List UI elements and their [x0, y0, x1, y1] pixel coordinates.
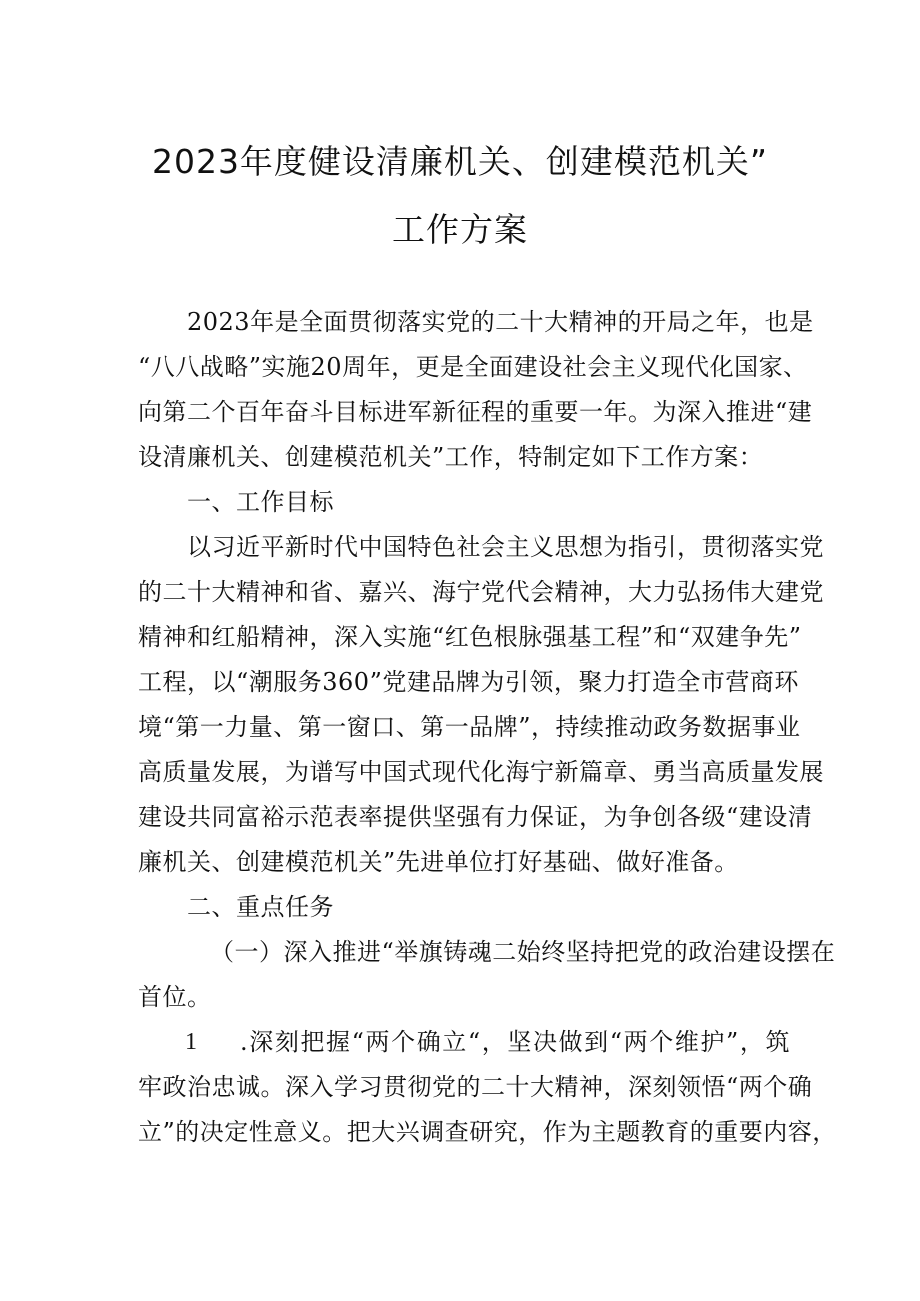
section1-line: 的二十大精神和省、嘉兴、海宁党代会精神，大力弘扬伟大建党	[138, 578, 824, 606]
intro-line: 2023年是全面贯彻落实党的二十大精神的开局之年，也是	[187, 308, 814, 336]
item-line: 立”的决定性意义。把大兴调查研究，作为主题教育的重要内容，	[138, 1118, 837, 1146]
item-line: 牢政治忠诚。深入学习贯彻党的二十大精神，深刻领悟“两个确	[138, 1073, 813, 1101]
intro-line: 向第二个百年奋斗目标进军新征程的重要一年。为深入推进“建	[138, 398, 813, 426]
intro-line: 设清廉机关、创建模范机关”工作，特制定如下工作方案：	[138, 443, 764, 471]
document-title: 2023年度健设清廉机关、创建模范机关”	[151, 142, 769, 181]
section1-line: 建设共同富裕示范表率提供坚强有力保证，为争创各级“建设清	[138, 803, 813, 831]
section1-line: 境“第一力量、第一窗口、第一品牌”，持续推动政务数据事业	[138, 713, 801, 741]
section1-line: 以习近平新时代中国特色社会主义思想为指引，贯彻落实党	[187, 533, 824, 561]
item-line: .深刻把握“两个确立“，坚决做到“两个维护”，筑	[240, 1028, 790, 1056]
document-subtitle: 工作方案	[392, 210, 528, 249]
intro-line: “八八战略”实施20周年，更是全面建设社会主义现代化国家、	[138, 353, 808, 381]
section-heading: 二、重点任务	[187, 893, 334, 921]
item-number: 1	[185, 1029, 197, 1055]
section1-line: 廉机关、创建模范机关”先进单位打好基础、做好准备。	[138, 848, 739, 876]
section-heading: 一、工作目标	[187, 488, 334, 516]
section1-line: 高质量发展，为谱写中国式现代化海宁新篇章、勇当高质量发展	[138, 758, 824, 786]
subsection-line: 首位。	[138, 983, 212, 1011]
subsection-line: （一）深入推进“举旗铸魂二始终坚持把党的政治建设摆在	[210, 938, 836, 966]
section1-line: 工程，以“潮服务360”党建品牌为引领，聚力打造全市营商环	[138, 668, 799, 696]
section1-line: 精神和红船精神，深入实施“红色根脉强基工程”和“双建争先”	[138, 623, 802, 651]
